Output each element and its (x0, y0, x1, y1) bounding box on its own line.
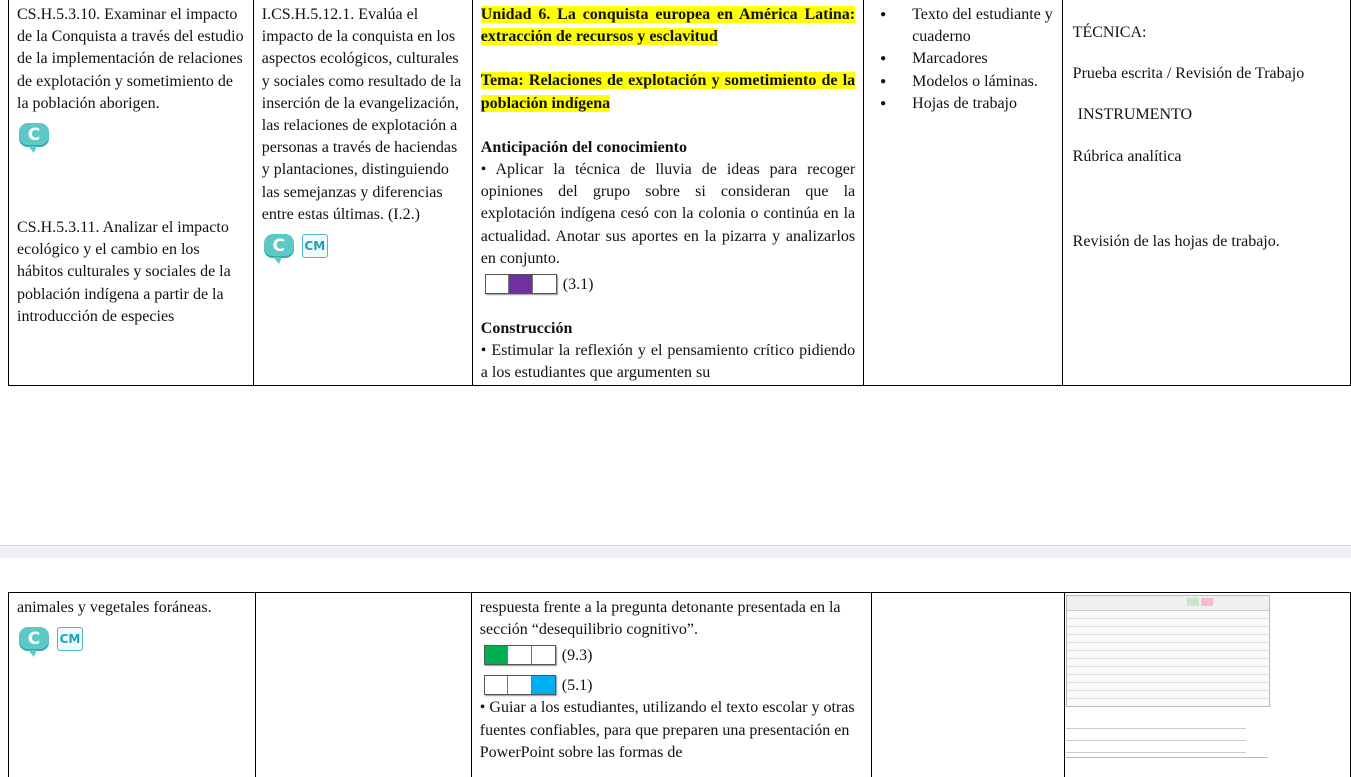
construction-continuation: respuesta frente a la pregunta detonante presentada en la sección “desequilibrio cognitivo”. (480, 597, 863, 641)
skill-text-1: CS.H.5.3.10. Examinar el impacto de la Conquista a través del estudio de la implementación de relaciones de explotación y sometimiento de la población aborigen. (17, 4, 245, 115)
construction-text: • Estimular la reflexión y el pensamiento crítico pidiendo a los estudiantes que argumenten su (481, 340, 855, 384)
evaluation-cell (1062, 0, 1350, 385)
technique-value: Prueba escrita / Revisión de Trabajo (1073, 63, 1342, 85)
badge-group (264, 234, 464, 258)
c-badge-icon: C (19, 627, 49, 651)
segment-bar (484, 645, 556, 665)
skills-cell (9, 593, 256, 777)
topic-title: Tema: Relaciones de explotación y sometimiento de la población indígena (481, 72, 855, 111)
progress-indicator (485, 274, 855, 294)
bar-label: (5.1) (562, 677, 593, 695)
page-2 (0, 558, 1351, 766)
list-item: ● Hojas de trabajo (898, 93, 1054, 115)
bar-label: (3.1) (563, 276, 594, 294)
page-separator (0, 545, 1351, 559)
planning-table-top (8, 0, 1351, 386)
indicator-cell (255, 593, 471, 777)
progress-indicator (484, 645, 863, 665)
guide-text: • Guiar a los estudiantes, utilizando el texto escolar y otras fuentes confiables, para que preparen una presentación en PowerPoint sobre las formas de (480, 697, 863, 764)
indicator-cell (253, 0, 472, 385)
review-text: Revisión de las hojas de trabajo. (1073, 231, 1342, 253)
resources-cell (864, 0, 1063, 385)
badge-group (19, 627, 247, 651)
activities-cell (472, 0, 863, 385)
construction-title: Construcción (481, 318, 855, 340)
segment-bar (484, 675, 556, 695)
table-row (9, 0, 1351, 385)
anticipation-text: • Aplicar la técnica de lluvia de ideas para recoger opiniones del grupo sobre si consideran que la explotación indígena cesó con la colonia o continúa en la actualidad. Anotar sus aportes en la pizarra y analizarlos en conjunto. (481, 159, 855, 270)
rubric-thumbnail-image (1066, 595, 1268, 766)
technique-label: TÉCNICA: (1073, 22, 1342, 44)
indicator-text: I.CS.H.5.12.1. Evalúa el impacto de la conquista en los aspectos ecológicos, culturales y sociales como resultado de la inserción de la evangelización, las relaciones de explotación a personas a través de haciendas y plantaciones, distinguiendo las semejanzas y diferencias entre estas últimas. (I.2.) (262, 4, 464, 226)
skill-text-2: CS.H.5.3.11. Analizar el impacto ecológico y el cambio en los hábitos culturales y sociales de la población indígena a partir de la introducción de especies (17, 217, 245, 328)
instrument-label: INSTRUMENTO (1073, 104, 1342, 126)
list-item: ● Texto del estudiante y cuaderno (898, 4, 1054, 48)
resources-cell (871, 593, 1065, 777)
anticipation-title: Anticipación del conocimiento (481, 137, 855, 159)
progress-indicator (484, 675, 863, 695)
resources-list (872, 4, 1054, 115)
cm-badge-icon: CM (302, 234, 328, 258)
list-item: ● Modelos o láminas. (898, 71, 1054, 93)
cm-badge-icon: CM (57, 627, 83, 651)
c-badge-icon: C (19, 123, 49, 147)
skills-cell (9, 0, 254, 385)
skill-continuation: animales y vegetales foráneas. (17, 597, 247, 619)
segment-bar (485, 274, 557, 294)
c-badge-icon: C (264, 234, 294, 258)
bar-label: (9.3) (562, 647, 593, 665)
list-item: ● Marcadores (898, 48, 1054, 70)
badge-group (19, 123, 245, 147)
instrument-value: Rúbrica analítica (1073, 146, 1342, 168)
unit-title: Unidad 6. La conquista europea en América Latina: extracción de recursos y esclavitud (481, 6, 855, 45)
activities-cell (471, 593, 871, 777)
